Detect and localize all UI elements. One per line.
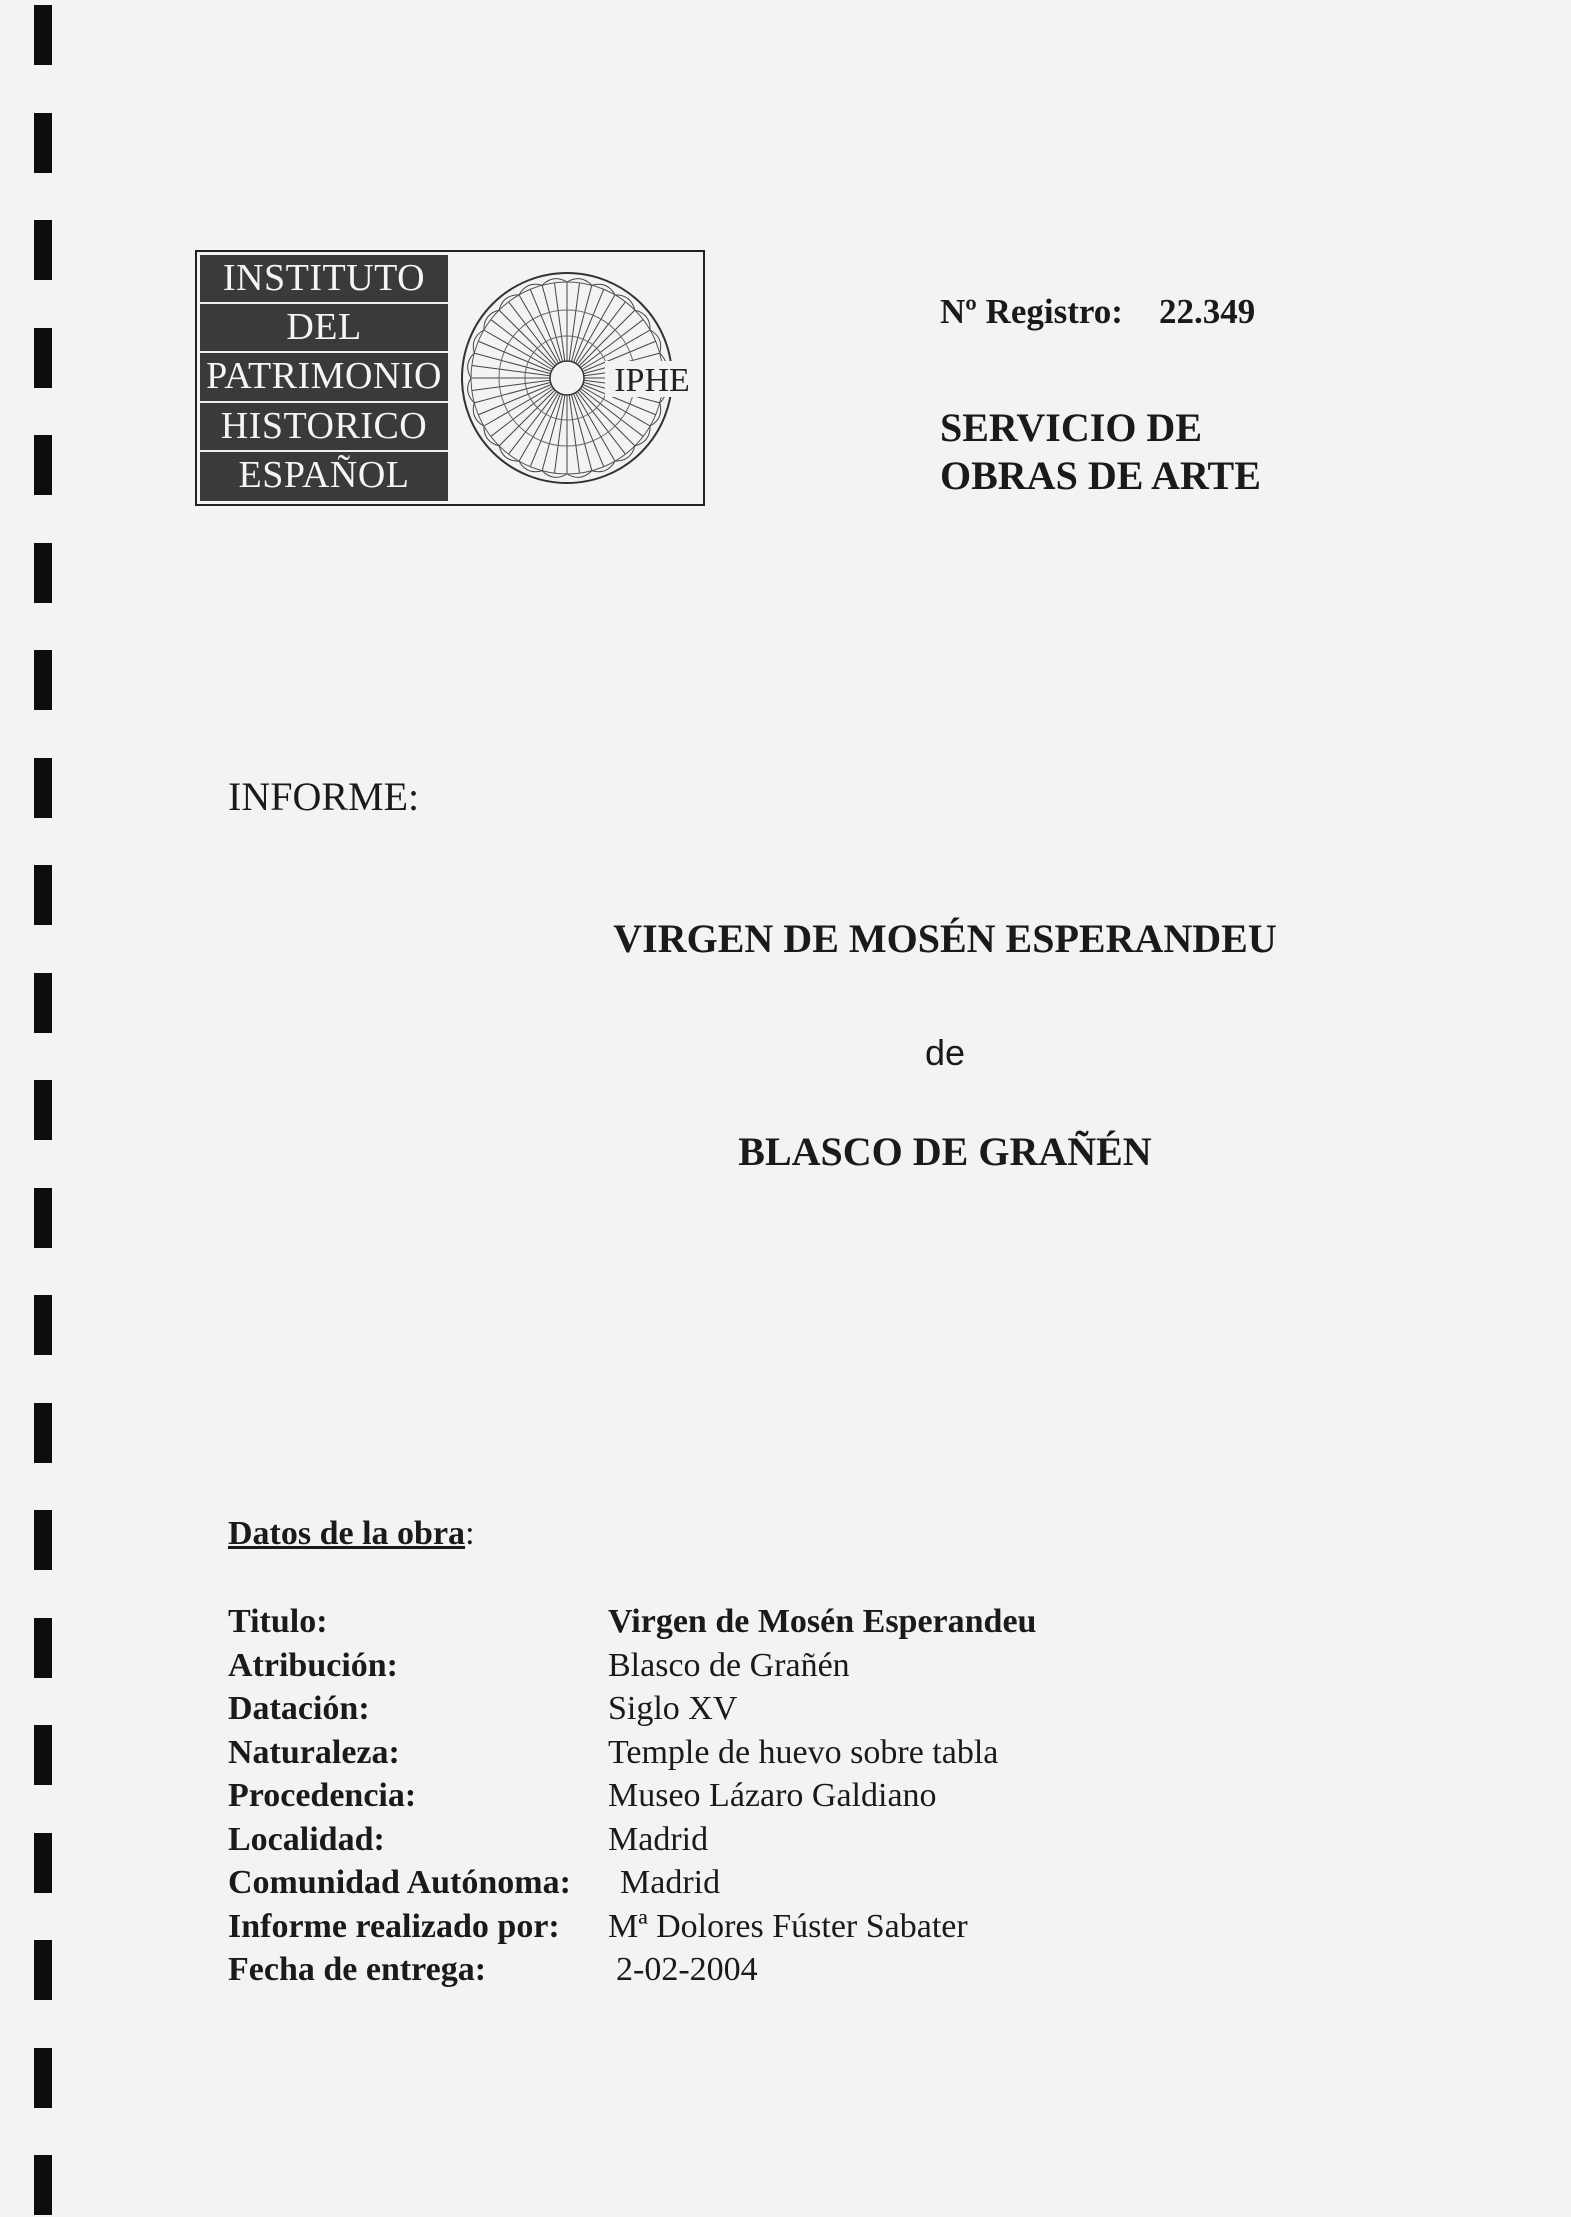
detail-value: Mª Dolores Fúster Sabater [608,1907,968,1945]
service-line: SERVICIO DE [940,405,1202,450]
logo-line: DEL [200,304,448,353]
registro-number: 22.349 [1158,292,1256,331]
logo-text-block [200,255,448,501]
binding-hole [34,758,52,818]
detail-value: Madrid [620,1864,721,1901]
datos-heading [228,1515,475,1553]
work-title: VIRGEN DE MOSÉN ESPERANDEU [613,916,1277,961]
detail-label: Titulo: [228,1603,328,1640]
detail-value: Virgen de Mosén Esperandeu [608,1603,1037,1640]
binding-hole [34,1188,52,1248]
service-name [940,404,1261,500]
detail-label: Naturaleza: [228,1733,400,1771]
iphe-logo [195,250,705,506]
datos-heading-colon: : [465,1515,475,1552]
binding-hole [34,113,52,173]
datos-heading-text: Datos de la obra [228,1515,466,1552]
informe-label: INFORME: [228,774,420,819]
author-name: BLASCO DE GRAÑÉN [738,1129,1152,1174]
binding-hole [34,543,52,603]
title-connector: de [924,1032,966,1073]
detail-value: Siglo XV [608,1690,738,1727]
detail-label: Datación: [228,1690,370,1727]
detail-label: Informe realizado por: [228,1907,560,1945]
binding-hole [34,2048,52,2108]
detail-label: Localidad: [228,1820,385,1858]
detail-value: Museo Lázaro Galdiano [608,1777,937,1814]
detail-value: Temple de huevo sobre tabla [608,1733,999,1771]
binding-hole [34,220,52,280]
binding-hole [34,650,52,710]
detail-value: Blasco de Grañén [608,1646,850,1684]
detail-value: 2-02-2004 [616,1951,758,1988]
logo-line: ESPAÑOL [238,453,410,496]
binding-hole [34,973,52,1033]
binding-hole [34,1940,52,2000]
emblem-label: IPHE [614,362,690,399]
detail-label: Procedencia: [228,1777,417,1814]
service-line: OBRAS DE ARTE [940,453,1261,498]
binding-hole [34,1725,52,1785]
binding-hole [34,328,52,388]
logo-line: PATRIMONIO [200,353,448,402]
logo-line: HISTORICO [200,403,448,452]
detail-label: Fecha de entrega: [228,1951,487,1988]
logo-line: INSTITUTO [200,255,448,304]
detail-value: Madrid [608,1820,709,1858]
spiral-binding [34,0,54,2217]
binding-hole [34,1833,52,1893]
binding-hole [34,1295,52,1355]
binding-hole [34,1510,52,1570]
registro-label: Nº Registro: [940,292,1123,331]
registro [940,292,1255,332]
binding-hole [34,1403,52,1463]
binding-hole [34,435,52,495]
detail-label: Comunidad Autónoma: [228,1864,571,1901]
rose-window-emblem [457,255,701,501]
binding-hole [34,2155,52,2215]
binding-hole [34,1618,52,1678]
detail-label: Atribución: [228,1646,398,1684]
binding-hole [34,5,52,65]
